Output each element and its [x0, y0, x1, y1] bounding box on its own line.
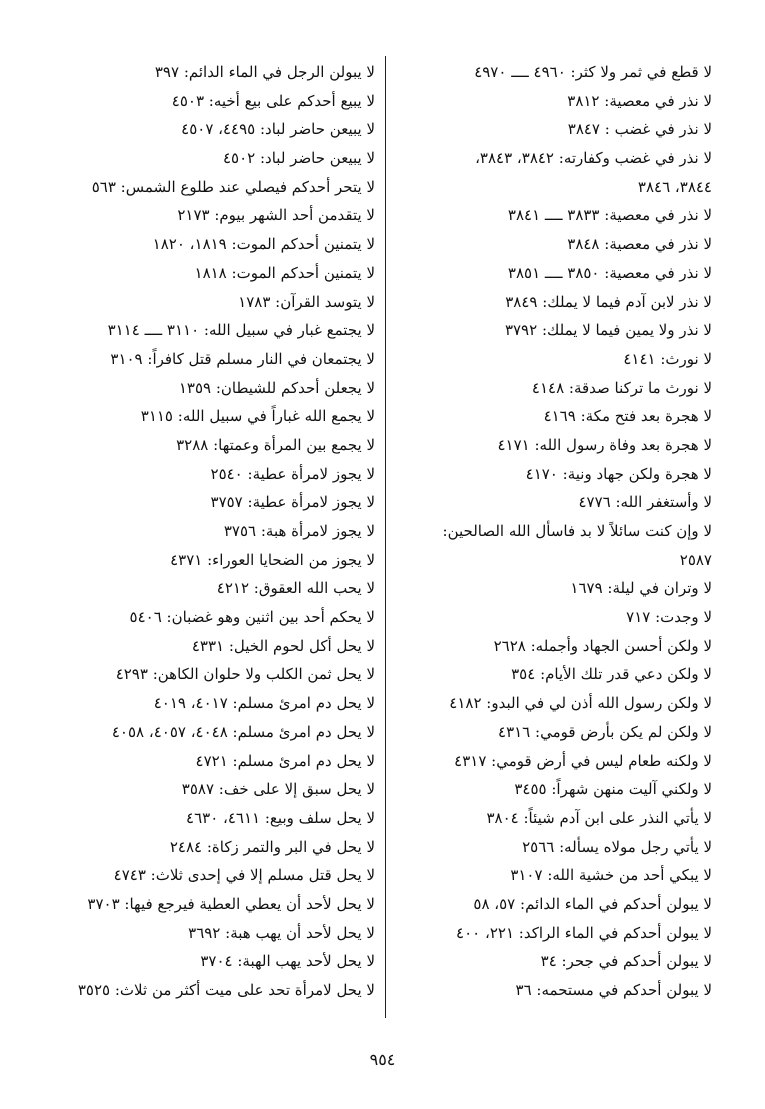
index-entry: لا يجوز من الضحايا العوراء: ٤٣٧١: [170, 550, 375, 569]
index-entry: لا يحل سبق إلا على خف: ٣٥٨٧: [181, 780, 375, 799]
index-entry: لا يجوز لامرأة عطية: ٣٧٥٧: [210, 493, 375, 512]
index-entry: لا يبولن الرجل في الماء الدائم: ٣٩٧: [154, 63, 375, 81]
index-entry: لا يبيعن حاضر لباد: ٤٥٠٢: [223, 149, 375, 168]
index-entry: لا يتوسد القرآن: ١٧٨٣: [238, 292, 375, 311]
index-entry: لا يجوز لامرأة هبة: ٣٧٥٦: [223, 522, 375, 540]
index-entry: لا نذر في معصية: ٣٨٣٣ ــــ ٣٨٤١: [507, 206, 712, 225]
index-column-left: [40, 58, 375, 1005]
index-entry: لا يبكي أحد من خشية الله: ٣١٠٧: [510, 866, 712, 885]
index-entry: لا ولكني آليت منهن شهراً: ٣٤٥٥: [514, 780, 712, 799]
index-entry: لا ولكن رسول الله أذن لي في البدو: ٤١٨٢: [449, 694, 712, 713]
index-entry: لا يحل لأحد أن يعطي العطية فيرجع فيها: ٣٧٠٣: [87, 894, 375, 913]
index-entry: لا يحل سلف وبيع: ٤٦١١، ٤٦٣٠: [186, 808, 375, 827]
index-entry: لا يبيع أحدكم على بيع أخيه: ٤٥٠٣: [171, 91, 375, 110]
index-entry: لا يأتي رجل مولاه يسأله: ٢٥٦٦: [522, 837, 712, 856]
index-entry: لا قطع في ثمر ولا كثر: ٤٩٦٠ ــــ ٤٩٧٠: [474, 63, 712, 81]
index-entry: لا يتقدمن أحد الشهر بيوم: ٢١٧٣: [177, 206, 375, 225]
index-entry: لا يجعلن أحدكم للشيطان: ١٣٥٩: [178, 378, 375, 397]
index-entry: لا يحل لأحد يهب الهبة: ٣٧٠٤: [200, 952, 375, 971]
index-entry: ٢٥٨٧: [679, 550, 712, 569]
index-entry: لا ولكنه طعام ليس في أرض قومي: ٤٣١٧: [454, 751, 712, 770]
index-entry: لا يجتمعان في النار مسلم قتل كافراً: ٣١٠٩: [110, 349, 375, 368]
index-entry: لا هجرة بعد فتح مكة: ٤١٦٩: [543, 407, 712, 426]
index-entry: لا يتحر أحدكم فيصلي عند طلوع الشمس: ٥٦٣: [91, 177, 375, 196]
column-divider: [385, 56, 386, 1018]
index-entry: لا يتمنين أحدكم الموت: ١٨١٨: [194, 263, 375, 282]
index-entry: لا نذر ولا يمين فيما لا يملك: ٣٧٩٢: [504, 321, 712, 340]
index-entry: لا وإن كنت سائلاً لا بد فاسأل الله الصالحين:: [442, 522, 712, 540]
page-number: ٩٥٤: [369, 1050, 396, 1069]
index-entry: لا هجرة ولكن جهاد ونية: ٤١٧٠: [525, 464, 712, 483]
index-entry: لا يبولن أحدكم في الماء الدائم: ٥٧، ٥٨: [473, 894, 712, 913]
index-entry: لا نذر في معصية: ٣٨٤٨: [567, 235, 712, 254]
index-entry: لا نذر في غضب وكفارته: ٣٨٤٢، ٣٨٤٣،: [475, 149, 712, 168]
index-entry: لا نذر في معصية: ٣٨١٢: [567, 91, 712, 110]
index-entry: لا يبيعن حاضر لباد: ٤٤٩٥، ٤٥٠٧: [181, 120, 375, 139]
index-entry: لا وتران في ليلة: ١٦٧٩: [570, 579, 712, 598]
index-entry: لا ولكن دعي قدر تلك الأيام: ٣٥٤: [511, 665, 712, 684]
index-entry: لا يجمع الله غباراً في سبيل الله: ٣١١٥: [140, 407, 375, 426]
index-entry: لا يحل قتل مسلم إلا في إحدى ثلاث: ٤٧٤٣: [113, 866, 375, 885]
index-entry: لا يجتمع غبار في سبيل الله: ٣١١٠ ــــ ٣١١٤: [107, 321, 375, 340]
index-entry: لا يحل أكل لحوم الخيل: ٤٣٣١: [191, 636, 375, 655]
index-entry: لا هجرة بعد وفاة رسول الله: ٤١٧١: [497, 435, 712, 454]
index-entry: لا نورث ما تركنا صدقة: ٤١٤٨: [531, 378, 712, 397]
index-entry: لا ولكن أحسن الجهاد وأجمله: ٢٦٢٨: [493, 636, 712, 655]
index-entry: لا وأستغفر الله: ٤٧٧٦: [578, 493, 712, 512]
index-entry: لا نذر في غضب : ٣٨٤٧: [567, 120, 712, 139]
index-entry: لا يحل دم امرئ مسلم: ٤٠١٧، ٤٠١٩: [153, 694, 375, 713]
index-entry: لا ولكن لم يكن بأرض قومي: ٤٣١٦: [498, 722, 712, 741]
index-entry: لا يحب الله العقوق: ٤٢١٢: [216, 579, 375, 598]
index-entry: لا يجمع بين المرأة وعمتها: ٣٢٨٨: [176, 435, 375, 454]
index-entry: لا وجدت: ٧١٧: [626, 608, 712, 627]
index-entry: لا يحل دم امرئ مسلم: ٤٧٢١: [195, 751, 375, 770]
index-entry: لا يحل لأحد أن يهب هبة: ٣٦٩٢: [188, 923, 375, 942]
index-entry: لا يحل في البر والتمر زكاة: ٢٤٨٤: [169, 837, 375, 856]
index-entry: لا نذر لابن آدم فيما لا يملك: ٣٨٤٩: [505, 292, 712, 311]
index-column-right: [390, 58, 712, 1005]
index-entry: لا يبولن أحدكم في جحر: ٣٤: [540, 952, 712, 971]
index-entry: لا يحل لامرأة تحد على ميت أكثر من ثلاث: ٣٥٢٥: [77, 981, 375, 999]
index-entry: لا نورث: ٤١٤١: [623, 349, 712, 368]
index-entry: لا نذر في معصية: ٣٨٥٠ ــــ ٣٨٥١: [507, 263, 712, 282]
index-entry: ٣٨٤٤، ٣٨٤٦: [637, 177, 712, 196]
index-entry: لا يبولن أحدكم في الماء الراكد: ٢٢١، ٤٠٠: [456, 923, 712, 942]
index-entry: لا يحل ثمن الكلب ولا حلوان الكاهن: ٤٢٩٣: [115, 665, 375, 684]
index-entry: لا يبولن أحدكم في مستحمه: ٣٦: [515, 981, 712, 999]
index-entry: لا يأتي النذر على ابن آدم شيئاً: ٣٨٠٤: [486, 808, 712, 827]
index-entry: لا يتمنين أحدكم الموت: ١٨١٩، ١٨٢٠: [152, 235, 375, 254]
index-entry: لا يجوز لامرأة عطية: ٢٥٤٠: [210, 464, 375, 483]
index-entry: لا يحكم أحد بين اثنين وهو غضبان: ٥٤٠٦: [129, 608, 375, 627]
index-entry: لا يحل دم امرئ مسلم: ٤٠٤٨، ٤٠٥٧، ٤٠٥٨: [111, 722, 375, 741]
